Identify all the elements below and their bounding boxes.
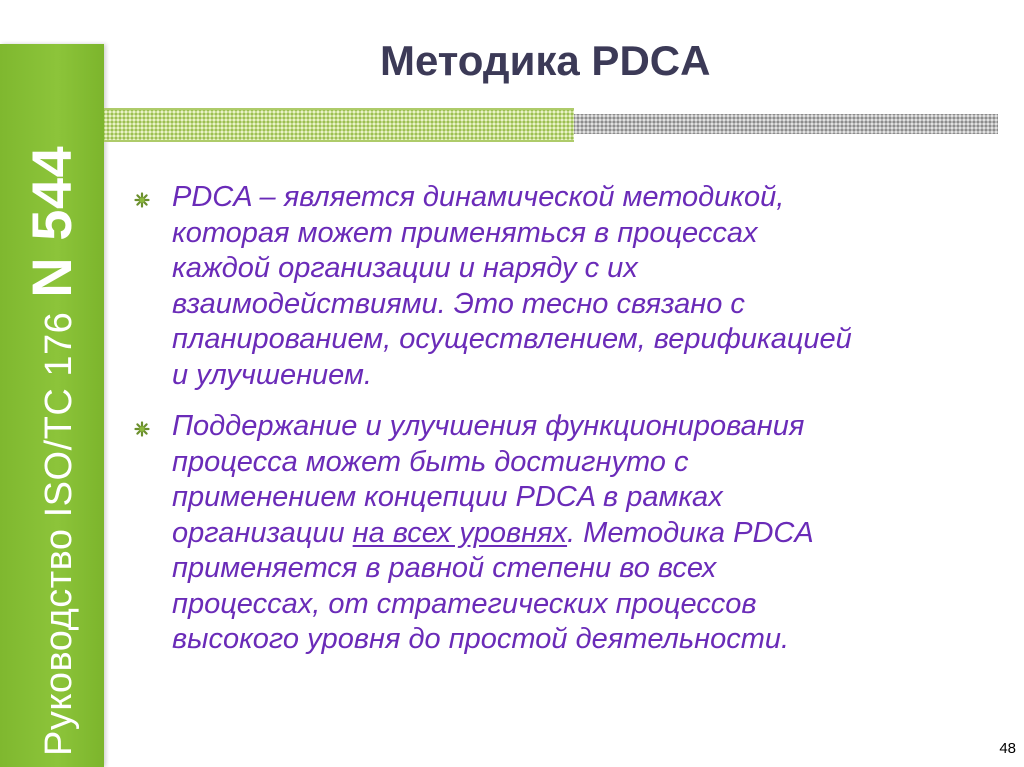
underlined-phrase: на всех уровнях (352, 516, 568, 549)
sidebar-guide-text: Руководство ISO/TC 176 (38, 311, 80, 756)
bullet-text-line: взаимодействиями. Это тесно связано с (172, 287, 745, 320)
sidebar-document-number: N 544 (20, 145, 83, 298)
bullet-text-line (172, 516, 994, 552)
bullet-text-line: планированием, осуществлением, верификацией (172, 323, 852, 355)
text-segment: высокого уровня до простой деятельности (172, 623, 782, 655)
page-number: 48 (999, 740, 1016, 757)
star-bullet-icon (134, 421, 150, 437)
slide-content (134, 180, 994, 674)
decorative-stripe-green (104, 108, 574, 142)
bullet-text-line: Поддержание и улучшения функционирования (172, 410, 805, 442)
bullet-text-line: процесса может быть достигнуто с (172, 445, 689, 478)
bullet-item (134, 409, 994, 658)
bullet-item (134, 180, 994, 393)
text-segment: организации (172, 516, 353, 549)
sidebar-banner (0, 44, 104, 767)
decorative-stripe-gray (574, 114, 998, 134)
bullet-text-line: которая может применяться в процессах (172, 216, 758, 249)
bullet-text-line: применяется в равной степени во всех (172, 552, 717, 584)
bullet-text-line: применением концепции PDCA в рамках (172, 481, 723, 513)
bullet-text-line: и улучшением. (172, 358, 372, 391)
bullet-text-line: каждой организации и наряду с их (172, 252, 638, 284)
star-bullet-icon (134, 192, 150, 208)
text-segment: . Методика PDCA (567, 516, 814, 549)
sidebar-vertical-text (20, 145, 83, 756)
bullet-text-line: PDCA – является динамической методикой, (172, 181, 785, 213)
text-segment: . (781, 623, 790, 655)
bullet-text-line: процессах, от стратегических процессов (172, 587, 757, 620)
slide-title: Методика PDCA (380, 37, 711, 84)
bullet-text-line (172, 622, 994, 658)
